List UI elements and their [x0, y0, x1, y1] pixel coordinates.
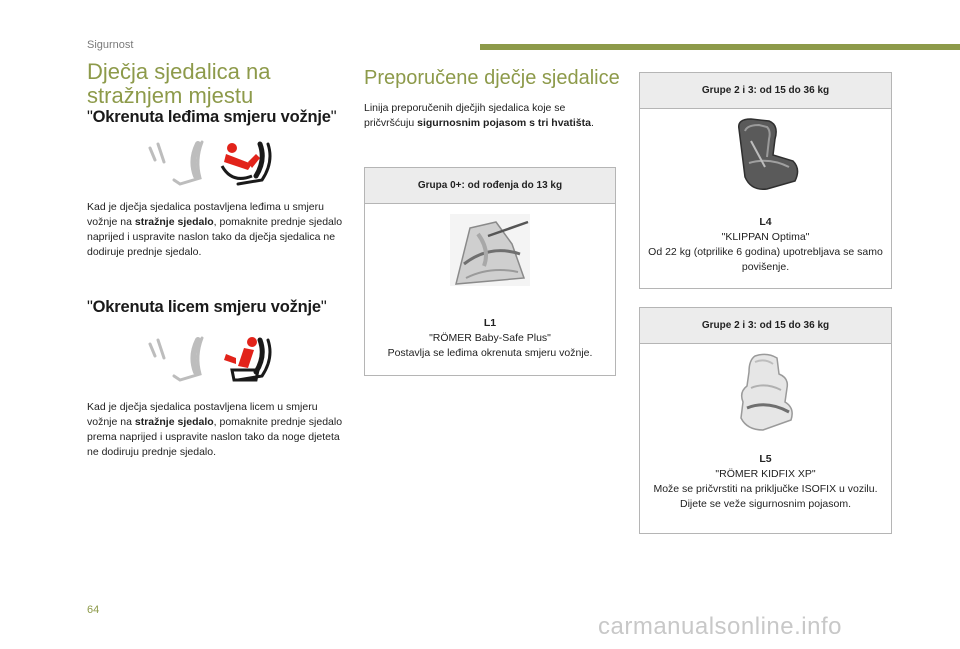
card-body	[640, 215, 891, 275]
rear-text-b: , pomaknite prednje sjedalo naprijed i uspravite naslon tako da dječja sjedalica ne dodiruje prednje sjedalo.	[87, 216, 343, 258]
seat-card-l5	[639, 307, 892, 534]
recommended-seats-title: Preporučene dječje sjedalice	[364, 67, 620, 89]
rear-facing-text	[87, 200, 347, 260]
rear-text-a: Kad je dječja sjedalica postavljena leđima u smjeru vožnje na	[87, 201, 324, 228]
card-body	[640, 452, 891, 512]
klippan-seat-image	[729, 117, 803, 193]
card-body	[365, 316, 615, 361]
card-header: Grupe 2 i 3: od 15 do 36 kg	[640, 73, 891, 109]
quote-close: "	[320, 298, 327, 316]
rear-facing-seat-icon	[140, 140, 280, 192]
kidfix-seat-image	[733, 352, 799, 432]
forward-facing-seat-icon	[140, 336, 280, 388]
page-number: 64	[87, 604, 100, 616]
quote-close: "	[330, 108, 337, 126]
card-header: Grupe 2 i 3: od 15 do 36 kg	[640, 308, 891, 344]
forward-facing-heading-text: Okrenuta licem smjeru vožnje	[92, 298, 321, 316]
intro-text-b: .	[590, 117, 594, 129]
seat-card-l4	[639, 72, 892, 289]
card-header: Grupa 0+: od rođenja do 13 kg	[365, 168, 615, 204]
intro-text-a: Linija preporučenih dječjih sjedalica koje se pričvršćuju	[364, 102, 566, 129]
forward-text-bold: stražnje sjedalo	[134, 416, 214, 428]
rear-facing-heading-text: Okrenuta leđima smjeru vožnje	[92, 108, 331, 126]
forward-text-b: , pomaknite prednje sjedalo prema naprijed i uspravite naslon tako da noge djeteta ne dodiruju prednje sjedalo.	[87, 416, 343, 458]
quote-open: "	[87, 298, 93, 316]
rear-text-bold: stražnje sjedalo	[134, 216, 214, 228]
section-label: Sigurnost	[87, 39, 134, 51]
seat-code: L1	[483, 317, 497, 329]
seat-name: "RÖMER KIDFIX XP"	[715, 468, 816, 480]
recommended-intro	[364, 101, 614, 131]
quote-open: "	[87, 108, 93, 126]
seat-description: Od 22 kg (otprilike 6 godina) upotrebljava se samo povišenje.	[648, 246, 883, 273]
seat-name: "RÖMER Baby-Safe Plus"	[429, 332, 551, 344]
seat-description-2: Dijete se veže sigurnosnim pojasom.	[680, 498, 851, 510]
forward-text-a: Kad je dječja sjedalica postavljena licem u smjeru vožnje na	[87, 401, 318, 428]
baby-seat-image	[450, 214, 530, 286]
forward-facing-heading	[87, 298, 327, 317]
rear-facing-heading	[87, 108, 336, 127]
seat-description: Postavlja se leđima okrenuta smjeru vožnje.	[387, 347, 593, 359]
seat-description: Može se pričvrstiti na priključke ISOFIX u vozilu.	[653, 483, 878, 495]
seat-name: "KLIPPAN Optima"	[721, 231, 810, 243]
header-accent-bar	[480, 44, 960, 50]
page-title: Dječja sjedalica na stražnjem mjestu	[87, 59, 271, 108]
intro-text-bold: sigurnosnim pojasom s tri hvatišta	[417, 117, 591, 129]
seat-code: L4	[759, 216, 772, 228]
seat-code: L5	[759, 453, 772, 465]
seat-card-l1	[364, 167, 616, 376]
watermark: carmanualsonline.info	[598, 613, 842, 640]
forward-facing-text	[87, 400, 347, 460]
